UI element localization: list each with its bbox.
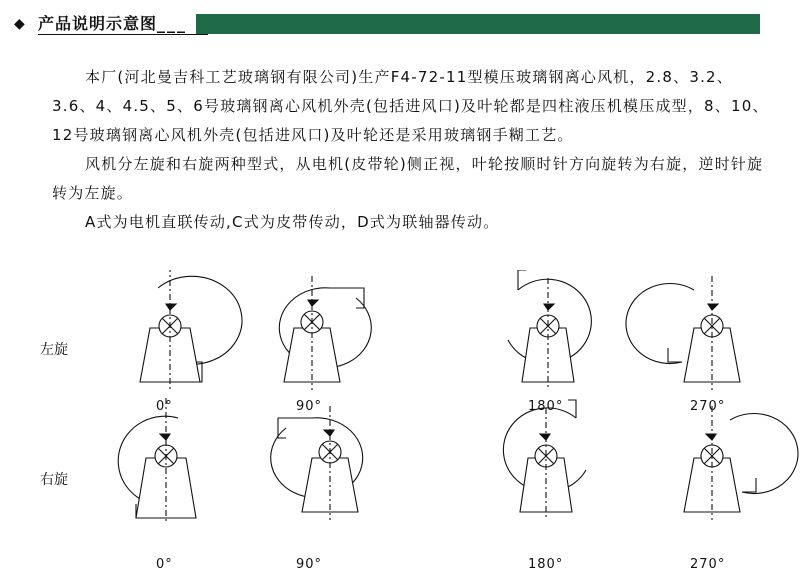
description-text xyxy=(52,63,772,237)
section-title-text: 产品说明示意图 xyxy=(38,14,158,33)
paragraph-intro: 本厂(河北曼吉科工艺玻璃钢有限公司)生产F4-72-11型模压玻璃钢离心风机，2.8、3.2、3.6、4、4.5、5、6号玻璃钢离心风机外壳(包括进风口)及叶轮都是四柱液压机模压成型，8、10、12号玻璃钢离心风机外壳(包括进风口)及叶轮还是采用玻璃钢手糊工艺。 xyxy=(52,68,769,144)
header-underline xyxy=(38,34,208,35)
angle-label-left-90: 90° xyxy=(296,399,323,414)
section-title xyxy=(38,14,187,34)
row-label-left: 左旋 xyxy=(40,342,68,358)
header-green-bar xyxy=(196,14,760,34)
fan-right-180 xyxy=(503,400,586,520)
fan-left-0 xyxy=(140,270,242,390)
angle-label-right-90: 90° xyxy=(296,557,323,572)
fan-left-270 xyxy=(626,276,740,390)
angle-label-left-180: 180° xyxy=(528,399,564,414)
paragraph-drive-types: A式为电机直联传动,C式为皮带传动，D式为联轴器传动。 xyxy=(85,213,500,231)
title-dashes: ___ xyxy=(157,14,188,33)
angle-label-right-270: 270° xyxy=(690,557,726,572)
paragraph-rotation: 风机分左旋和右旋两种型式，从电机(皮带轮)侧正视，叶轮按顺时针方向旋转为右旋，逆时针旋转为左旋。 xyxy=(52,155,764,202)
angle-label-right-180: 180° xyxy=(528,557,564,572)
angle-label-left-270: 270° xyxy=(690,399,726,414)
diamond-icon: ◆ xyxy=(14,16,25,32)
section-header xyxy=(0,12,800,36)
angle-label-left-0: 0° xyxy=(156,399,173,414)
row-label-right: 右旋 xyxy=(40,472,68,488)
fan-orientation-diagram xyxy=(0,270,800,586)
fan-left-90 xyxy=(279,276,371,390)
fan-left-180 xyxy=(508,270,591,390)
angle-label-right-0: 0° xyxy=(156,557,173,572)
fan-right-90 xyxy=(271,406,363,520)
fan-right-0 xyxy=(118,398,196,524)
fan-right-270 xyxy=(684,406,798,520)
